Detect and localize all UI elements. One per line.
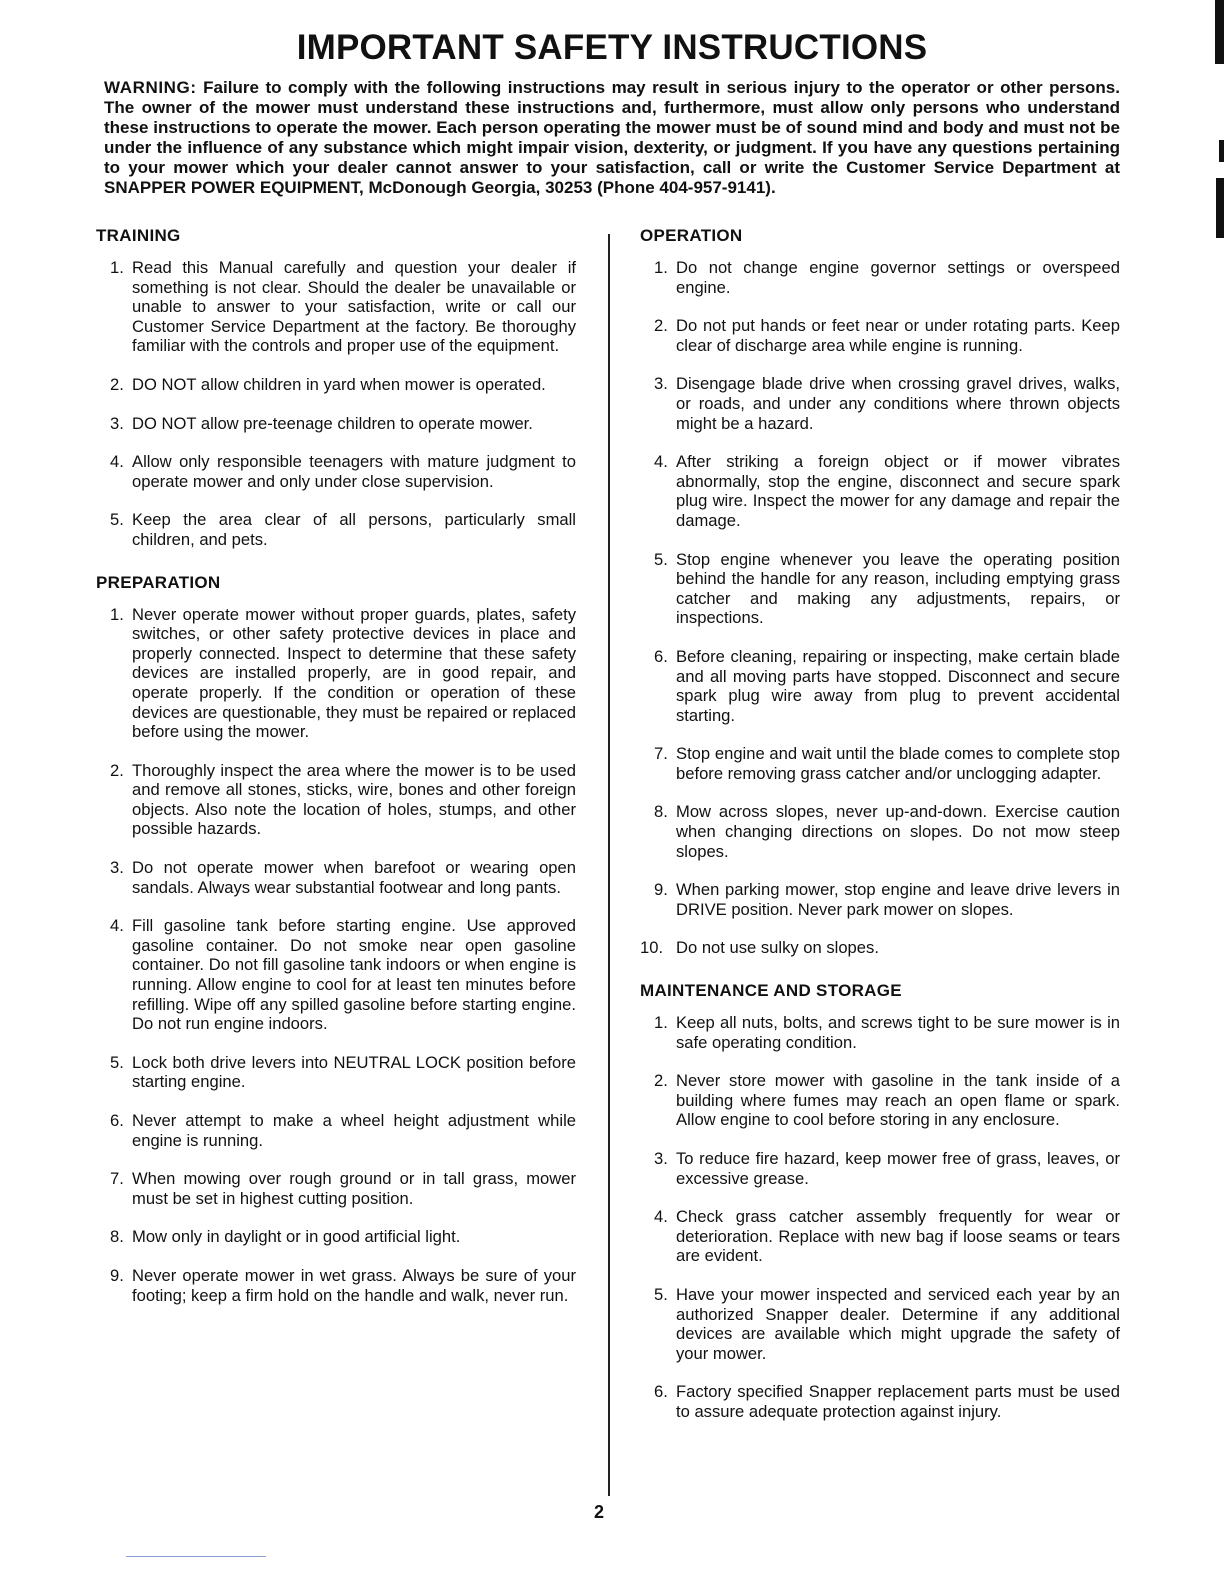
item-text: Stop engine whenever you leave the operating position behind the handle for any reason, including emptying grass catcher and making any adjustments, repairs, or inspections. [676, 549, 1120, 628]
preparation-list [96, 605, 576, 1306]
item-text: Lock both drive levers into NEUTRAL LOCK position before starting engine. [132, 1052, 576, 1092]
item-number: 2. [654, 1071, 668, 1091]
list-item [640, 1013, 1120, 1052]
item-number: 6. [654, 1382, 668, 1402]
item-number: 2. [110, 760, 124, 780]
item-number: 9. [654, 880, 668, 900]
item-text: Before cleaning, repairing or inspecting, make certain blade and all moving parts have stopped. Disconnect and secure spark plug wire away from plug to prevent accidental starting. [676, 646, 1120, 725]
item-text: Keep the area clear of all persons, particularly small children, and pets. [132, 510, 576, 549]
list-item [96, 1111, 576, 1150]
list-item [96, 452, 576, 491]
list-item [640, 1382, 1120, 1421]
item-number: 4. [110, 452, 124, 472]
list-item [640, 802, 1120, 861]
list-item [96, 375, 576, 395]
list-item [640, 258, 1120, 297]
item-number: 4. [654, 452, 668, 472]
item-number: 5. [654, 549, 668, 569]
list-item [96, 916, 576, 1034]
item-text: After striking a foreign object or if mower vibrates abnormally, stop the engine, disconnect and secure spark plug wire. Inspect the mower for any damage and repair the damage. [676, 452, 1120, 530]
list-item [640, 744, 1120, 783]
maintenance-heading: MAINTENANCE AND STORAGE [640, 981, 902, 1001]
column-divider [608, 234, 610, 1496]
item-number: 5. [110, 1052, 124, 1072]
list-item [96, 1266, 576, 1305]
list-item [640, 647, 1120, 725]
item-number: 3. [654, 374, 668, 394]
item-text: Stop engine and wait until the blade comes to complete stop before removing grass catcher and/or unclogging adapter. [676, 744, 1120, 783]
item-text: To reduce fire hazard, keep mower free of grass, leaves, or excessive grease. [676, 1149, 1120, 1188]
list-item [640, 452, 1120, 530]
list-item [96, 510, 576, 549]
item-number: 10. [640, 938, 664, 958]
list-item [640, 1207, 1120, 1266]
item-text: Check grass catcher assembly frequently for wear or deterioration. Replace with new bag if loose seams or tears are evident. [676, 1207, 1120, 1266]
item-text: Do not put hands or feet near or under rotating parts. Keep clear of discharge area while engine is running. [676, 316, 1120, 355]
item-number: 3. [110, 413, 124, 433]
item-text: Keep all nuts, bolts, and screws tight to be sure mower is in safe operating condition. [676, 1013, 1120, 1052]
item-number: 1. [654, 1013, 668, 1033]
list-item [96, 258, 576, 356]
item-text: Allow only responsible teenagers with mature judgment to operate mower and only under close supervision. [132, 452, 576, 491]
item-text: Do not operate mower when barefoot or wearing open sandals. Always wear substantial footwear and long pants. [132, 858, 576, 897]
preparation-heading: PREPARATION [96, 572, 221, 592]
item-text: When mowing over rough ground or in tall grass, mower must be set in highest cutting position. [132, 1169, 576, 1208]
item-text: Never operate mower without proper guards, plates, safety switches, or other safety protective devices in place and properly connected. Inspect to determine that these safety devices are installed properly, are in good repair, and operate properly. If the condition or operation of these devices are questionable, they must be repaired or replaced before using the mower. [132, 604, 576, 742]
item-text: Mow only in daylight or in good artificial light. [132, 1227, 461, 1247]
item-number: 9. [110, 1265, 124, 1285]
item-number: 2. [110, 374, 124, 394]
list-item [640, 938, 1120, 958]
item-text: Do not use sulky on slopes. [676, 938, 879, 958]
item-text: Fill gasoline tank before starting engine. Use approved gasoline container. Do not smoke near open gasoline container. Do not fill gasoline tank indoors or when engine is running. Allow engine to cool for at least ten minutes before refilling. Wipe off any spilled gasoline before starting engine. Do not run engine indoors. [132, 916, 576, 1034]
item-text: Do not change engine governor settings or overspeed engine. [676, 258, 1120, 297]
scan-edge-mark [1216, 178, 1224, 238]
warning-text: Failure to comply with the following instructions may result in serious injury to the operator or other persons. The owner of the mower must understand these instructions and, furthermore, must allow only persons who understand these instructions to operate the mower. Each person operating the mower must be of sound mind and body and must not be under the influence of any substance which might impair vision, dexterity, or judgment. If you have any questions pertaining to your mower which your dealer cannot answer to your satisfaction, call or write the Customer Service Department at SNAPPER POWER EQUIPMENT, McDonough Georgia, 30253 (Phone 404-957-9141). [104, 78, 1120, 197]
item-text: Thoroughly inspect the area where the mower is to be used and remove all stones, sticks, wire, bones and other foreign objects. Also note the location of holes, stumps, and other possible hazards. [132, 760, 576, 839]
item-number: 4. [654, 1207, 668, 1227]
item-number: 1. [110, 258, 124, 277]
list-item [96, 414, 576, 434]
list-item [96, 605, 576, 742]
page-title: IMPORTANT SAFETY INSTRUCTIONS [296, 28, 928, 67]
item-text: Disengage blade drive when crossing gravel drives, walks, or roads, and under any conditions where thrown objects might be a hazard. [676, 374, 1120, 433]
list-item [96, 761, 576, 839]
left-column [96, 226, 576, 1324]
list-item [640, 1285, 1120, 1363]
item-number: 7. [654, 744, 668, 764]
list-item [640, 550, 1120, 628]
operation-list [640, 258, 1120, 958]
item-text: Never store mower with gasoline in the tank inside of a building where fumes may reach an open flame or spark. Allow engine to cool before storing in any enclosure. [676, 1071, 1120, 1130]
item-number: 1. [654, 258, 668, 277]
item-number: 5. [654, 1284, 668, 1304]
item-number: 3. [654, 1149, 668, 1168]
item-number: 4. [110, 916, 124, 936]
item-text: Never operate mower in wet grass. Always be sure of your footing; keep a firm hold on the handle and walk, never run. [132, 1265, 576, 1305]
warning-lead: WARNING: [104, 78, 197, 97]
item-number: 8. [654, 802, 668, 822]
maintenance-list [640, 1013, 1120, 1422]
item-text: Factory specified Snapper replacement parts must be used to assure adequate protection against injury. [676, 1382, 1120, 1421]
right-column [640, 226, 1120, 1441]
item-number: 5. [110, 510, 124, 530]
list-item [96, 858, 576, 897]
warning-paragraph [104, 78, 1120, 198]
item-text: DO NOT allow children in yard when mower is operated. [132, 374, 546, 394]
list-item [640, 1071, 1120, 1130]
item-text: Have your mower inspected and serviced each year by an authorized Snapper dealer. Determine if any additional devices are available which might upgrade the safety of your mower. [676, 1284, 1120, 1363]
list-item [640, 316, 1120, 355]
list-item [640, 374, 1120, 433]
item-number: 3. [110, 858, 124, 878]
item-number: 6. [654, 646, 668, 666]
item-text: When parking mower, stop engine and leave drive levers in DRIVE position. Never park mower on slopes. [676, 880, 1120, 919]
operation-heading: OPERATION [640, 226, 743, 245]
item-number: 1. [110, 604, 124, 624]
training-list [96, 258, 576, 550]
item-text: Mow across slopes, never up-and-down. Exercise caution when changing directions on slopes. Do not mow steep slopes. [676, 802, 1120, 861]
item-text: Never attempt to make a wheel height adjustment while engine is running. [132, 1111, 576, 1150]
item-text: DO NOT allow pre-teenage children to operate mower. [132, 413, 533, 433]
page-number: 2 [594, 1502, 605, 1522]
footer-rule [126, 1556, 266, 1557]
scan-edge-mark [1219, 140, 1224, 162]
list-item [96, 1169, 576, 1208]
list-item [96, 1053, 576, 1092]
list-item [640, 880, 1120, 919]
list-item [96, 1227, 576, 1247]
training-heading: TRAINING [96, 226, 181, 245]
item-number: 2. [654, 316, 668, 336]
item-number: 6. [110, 1111, 124, 1130]
item-number: 7. [110, 1169, 124, 1189]
item-text: Read this Manual carefully and question your dealer if something is not clear. Should the dealer be unavailable or unable to answer to your satisfaction, write or call our Customer Service Department at the factory. Be thoroughy familiar with the controls and proper use of the equipment. [132, 258, 576, 356]
list-item [640, 1149, 1120, 1188]
item-number: 8. [110, 1227, 124, 1247]
